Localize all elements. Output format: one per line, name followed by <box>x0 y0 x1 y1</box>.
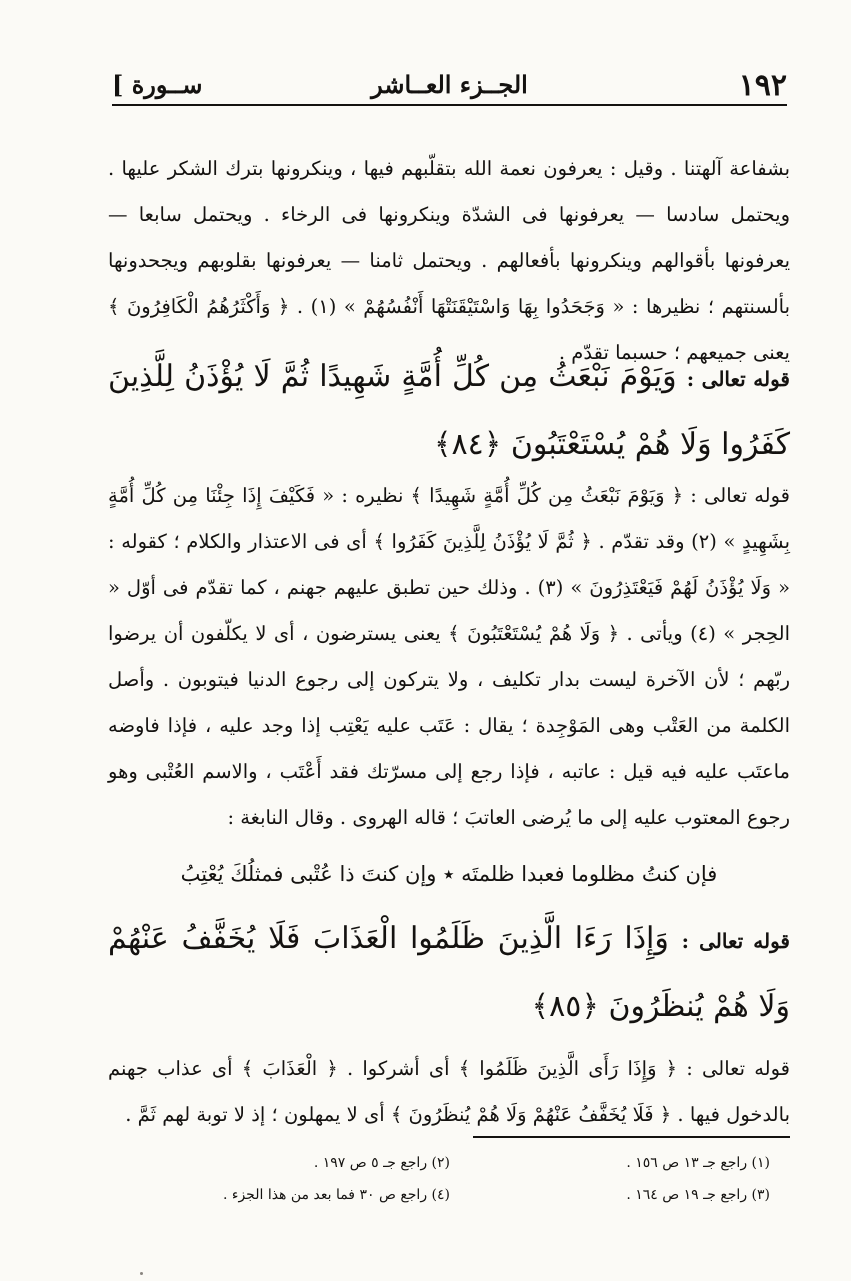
verse-85-block <box>108 906 790 1040</box>
verse-85-lead: قوله تعالى : <box>681 929 790 953</box>
footnote-rule <box>473 1136 790 1138</box>
page-header <box>112 62 787 106</box>
commentary-paragraph-1: بشفاعة آلهتنا . وقيل : يعرفون نعمة الله بتقلّبهم فيها ، وينكرونها بترك الشكر عليها . ويحتمل سادسا — يعرفونها فى الشدّة وينكرونها فى الرخاء . ويحتمل سابعا — يعرفونها بأقوالهم وينكرونها بأفعالهم . ويحتمل ثامنا — يعرفونها بقلوبهم ويجحدونها بألسنتهم ؛ نظيرها : « وَجَحَدُوا بِهَا وَاسْتَيْقَنَتْهَا أَنْفُسُهُمْ » (١) . ﴿ وَأَكْثَرُهُمُ الْكَافِرُونَ ﴾ يعنى جميعهم ؛ حسبما تقدّم . <box>108 157 791 364</box>
footnotes <box>150 1152 770 1206</box>
header-rule <box>112 104 787 106</box>
footnote-4: (٤) راجع ص ٣٠ فما بعد من هذا الجزء . <box>222 1187 450 1203</box>
commentary-paragraph-3: قوله تعالى : ﴿ وَإِذَا رَأَى الَّذِينَ ظَلَمُوا ﴾ أى أشركوا . ﴿ الْعَذَابَ ﴾ أى عذاب جهنم بالدخول فيها . ﴿ فَلَا يُخَفَّفُ عَنْهُمْ وَلَا هُمْ يُنظَرُونَ ﴾ أى لا يمهلون ؛ إذ لا توبة لهم ثَمَّ . <box>108 1057 790 1126</box>
page-number: ١٩٢ <box>738 68 787 103</box>
verse-84-text: وَيَوْمَ نَبْعَثُ مِن كُلِّ أُمَّةٍ شَهِيدًا ثُمَّ لَا يُؤْذَنُ لِلَّذِينَ كَفَرُوا وَلَا هُمْ يُسْتَعْتَبُونَ ﴿٨٤﴾ <box>108 359 790 462</box>
verse-85-text: وَإِذَا رَءَا الَّذِينَ ظَلَمُوا الْعَذَابَ فَلَا يُخَفَّفُ عَنْهُمْ وَلَا هُمْ يُنظَرُونَ ﴿٨٥﴾ <box>108 921 790 1024</box>
footnote-3: (٣) راجع جـ ١٩ ص ١٦٤ . <box>626 1187 770 1203</box>
juz-title: الجــزء العــاشر <box>371 70 528 99</box>
verse-84-block <box>108 344 790 478</box>
poetry-verse: فإن كنتُ مظلوما فعبدا ظلمتَه ٭ وإن كنتَ ذا عُتْبى فمثلُكَ يُعْتِبُ <box>180 862 718 886</box>
commentary-paragraph-2: قوله تعالى : ﴿ وَيَوْمَ نَبْعَثُ مِن كُلِّ أُمَّةٍ شَهِيدًا ﴾ نظيره : « فَكَيْفَ إِذَا جِئْنَا مِن كُلِّ أُمَّةٍ بِشَهِيدٍ » (٢) وقد تقدّم . ﴿ ثُمَّ لَا يُؤْذَنُ لِلَّذِينَ كَفَرُوا ﴾ أى فى الاعتذار والكلام ؛ كقوله : « وَلَا يُؤْذَنُ لَهُمْ فَيَعْتَذِرُونَ » (٣) . وذلك حين تطبق عليهم جهنم ، كما تقدّم فى أوّل « الحِجر » (٤) ويأتى . ﴿ وَلَا هُمْ يُسْتَعْتَبُونَ ﴾ يعنى يسترضون ، أى لا يكلّفون أن يرضوا ربّهم ؛ لأن الآخرة ليست بدار تكليف ، ولا يتركون إلى رجوع الدنيا فيتوبون . وأصل الكلمة من العَتْب وهى المَوْجِدة ؛ يقال : عَتَب عليه يَعْتِب إذا وجد عليه ، فإذا فاوضه ماعتَب عليه فيه قيل : عاتبه ، فإذا رجع إلى مسرّتك فقد أَعْتَب ، والاسم العُتْبى وهو رجوع المعتوب عليه إلى ما يُرضى العاتبَ ؛ قاله الهروى . وقال النابغة : <box>108 484 791 829</box>
page-speck <box>140 1272 143 1275</box>
verse-84-lead: قوله تعالى : <box>686 367 790 391</box>
surah-label: [ ســورة <box>112 70 203 99</box>
footnote-1: (١) راجع جـ ١٣ ص ١٥٦ . <box>626 1155 770 1171</box>
footnote-2: (٢) راجع جـ ٥ ص ١٩٧ . <box>313 1155 450 1171</box>
